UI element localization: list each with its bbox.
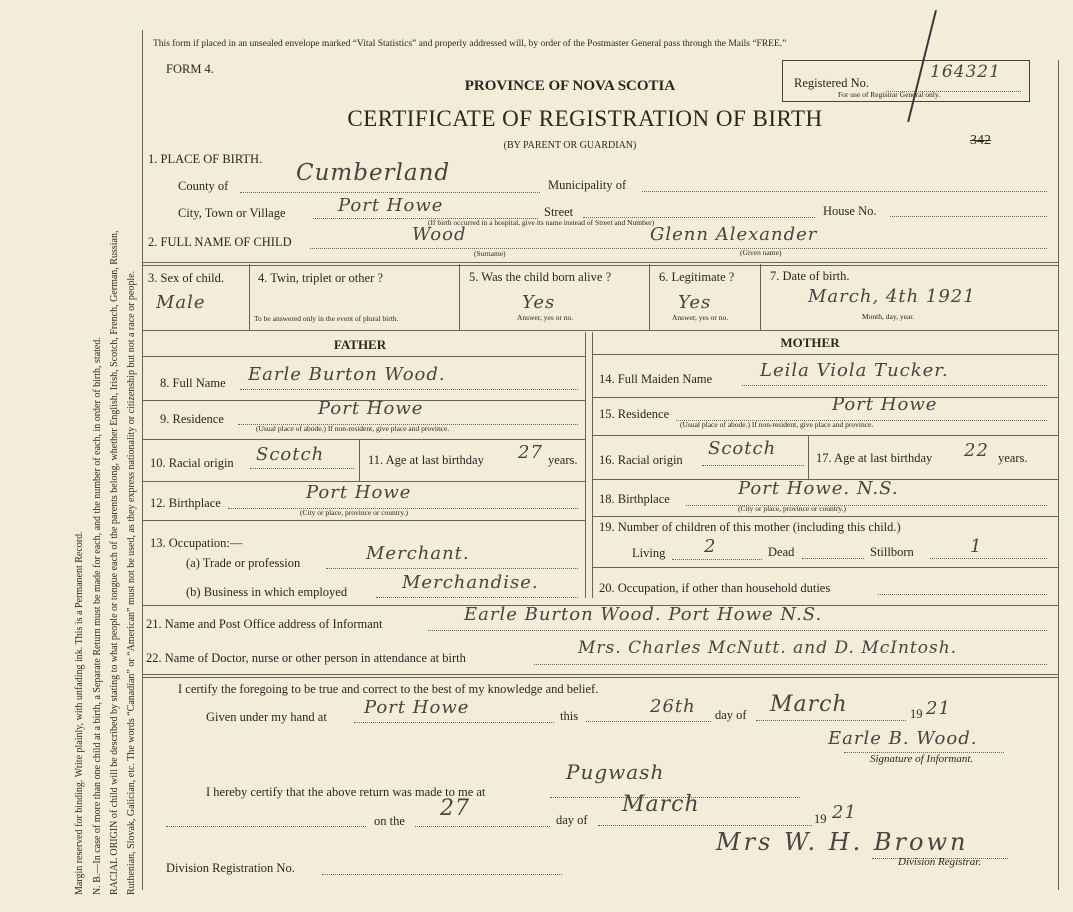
mother-birthplace-note: (City or place, province or country.) [738, 504, 847, 513]
mother-age: 22 [964, 440, 989, 461]
place-heading: 1. PLACE OF BIRTH. [148, 152, 263, 166]
alive-note: Answer, yes or no. [517, 313, 574, 322]
surname-note: (Surname) [474, 249, 506, 258]
living-label: Living [632, 546, 666, 560]
registered-strike: 342 [970, 133, 991, 148]
twin-note: To be answered only in the event of plural birth. [254, 314, 399, 323]
stillborn-value: 1 [970, 536, 983, 557]
registrar-signature-note: Division Registrar. [898, 856, 982, 868]
column-divider [585, 332, 586, 598]
doctor-value: Mrs. Charles McNutt. and D. McIntosh. [578, 638, 958, 658]
twin-label: 4. Twin, triplet or other ? [258, 271, 383, 285]
given-place: Port Howe [364, 697, 470, 718]
father-business-label: (b) Business in which employed [186, 585, 348, 599]
mother-name: Leila Viola Tucker. [760, 360, 949, 381]
certify-year: 21 [926, 698, 951, 719]
certify-this-label: this [560, 709, 579, 723]
registrar-place: Pugwash [566, 760, 665, 784]
mother-years: years. [998, 451, 1028, 465]
mother-race: Scotch [708, 438, 777, 459]
mother-heading: MOTHER [780, 335, 840, 350]
mother-name-label: 14. Full Maiden Name [599, 372, 713, 386]
right-border [1058, 60, 1059, 890]
given-name-note: (Given name) [740, 248, 782, 257]
alive-label: 5. Was the child born alive ? [469, 270, 612, 284]
left-border [142, 30, 143, 890]
father-birthplace-label: 12. Birthplace [150, 496, 221, 510]
municipality-label: Municipality of [548, 178, 627, 192]
registrar-text: I hereby certify that the above return was made to me at [206, 785, 486, 799]
province-heading: PROVINCE OF NOVA SCOTIA [464, 78, 676, 94]
father-occupation-label: 13. Occupation:— [150, 536, 243, 550]
informant-label: 21. Name and Post Office address of Informant [146, 617, 383, 631]
dead-label: Dead [768, 545, 795, 559]
county-label: County of [178, 179, 229, 193]
mother-birthplace: Port Howe. N.S. [738, 478, 899, 499]
street-note: (If birth occurred in a hospital, give its name instead of Street and Number) [428, 218, 655, 227]
registrar-dayof-label: day of [556, 813, 588, 827]
mother-birthplace-label: 18. Birthplace [599, 492, 670, 506]
date-label: 7. Date of birth. [770, 269, 850, 283]
registered-note: For use of Registrar General only. [838, 90, 940, 99]
date-value: March, 4th 1921 [808, 286, 976, 307]
street-label: Street [544, 205, 574, 219]
father-birthplace-note: (City or place, province or country.) [300, 508, 409, 517]
certify-month: March [770, 692, 848, 717]
certify-day: 26th [650, 696, 696, 717]
father-residence-label: 9. Residence [160, 412, 224, 426]
county-value: Cumberland [296, 160, 451, 186]
legitimate-label: 6. Legitimate ? [659, 270, 735, 284]
sex-value: Male [156, 292, 206, 313]
certify-year-prefix: 19 [910, 707, 923, 721]
date-note: Month, day, year. [862, 312, 915, 321]
alive-value: Yes [522, 292, 556, 313]
father-race-label: 10. Racial origin [150, 456, 234, 470]
mother-occupation-label: 20. Occupation, if other than household duties [599, 581, 831, 595]
row-box-bottom [142, 330, 1058, 331]
margin-nb-note: N. B.—In case of more than one child at a birth, a Separate Return must be made for each, and the number of each, in order of birth, stated. [92, 337, 103, 895]
father-years: years. [548, 453, 578, 467]
father-name-label: 8. Full Name [160, 376, 226, 390]
sex-label: 3. Sex of child. [148, 271, 225, 285]
certify-text: I certify the foregoing to be true and correct to the best of my knowledge and belief. [178, 682, 599, 696]
registrar-on-label: on the [374, 814, 405, 828]
father-trade-label: (a) Trade or profession [186, 556, 301, 570]
legitimate-note: Answer, yes or no. [672, 313, 729, 322]
informant-signature: Earle B. Wood. [828, 728, 978, 749]
father-age-label: 11. Age at last birthday [368, 453, 484, 467]
page-title: CERTIFICATE OF REGISTRATION OF BIRTH [347, 106, 823, 131]
mother-children-label: 19. Number of children of this mother (including this child.) [599, 520, 901, 534]
city-label: City, Town or Village [178, 206, 286, 220]
doctor-label: 22. Name of Doctor, nurse or other person in attendance at birth [146, 651, 466, 665]
division-registration-label: Division Registration No. [166, 861, 295, 875]
margin-racial-note-2: Ruthenian, Slovak, Galician, etc. The words “Canadian” or “American” must not be used, as they express nationality or citizenship but not a race or people. [126, 270, 137, 895]
registrar-year-prefix: 19 [814, 812, 827, 826]
margin-binding-note: Margin reserved for binding. Write plainly, with unfading ink. This is a Permanent Record. [74, 531, 85, 895]
form-number: FORM 4. [166, 62, 214, 76]
mother-age-label: 17. Age at last birthday [816, 451, 933, 465]
page-subtitle: (BY PARENT OR GUARDIAN) [503, 140, 637, 151]
child-name-label: 2. FULL NAME OF CHILD [148, 235, 292, 249]
mother-race-label: 16. Racial origin [599, 453, 683, 467]
child-given-name: Glenn Alexander [650, 224, 818, 245]
father-age: 27 [518, 442, 543, 463]
given-label: Given under my hand at [206, 710, 327, 724]
father-trade: Merchant. [366, 543, 470, 564]
father-business: Merchandise. [402, 572, 539, 593]
certify-dayof-label: day of [715, 708, 747, 722]
child-surname: Wood [412, 224, 467, 245]
registrar-day: 27 [440, 796, 470, 821]
legitimate-value: Yes [678, 292, 712, 313]
house-label: House No. [823, 204, 877, 218]
registrar-month: March [622, 792, 700, 817]
mother-residence: Port Howe [832, 394, 938, 415]
mother-residence-label: 15. Residence [599, 407, 670, 421]
registrar-signature: Mrs W. H. Brown [716, 828, 969, 856]
father-residence-note: (Usual place of abode.) If non-resident, give place and province. [256, 424, 450, 433]
father-residence: Port Howe [318, 398, 424, 419]
father-heading: FATHER [333, 337, 387, 352]
margin-racial-note-1: RACIAL ORIGIN of child will be described by stating to what people or tongue each of the parents belong, whether English, Irish, Scotch, French, German, Russian, [109, 230, 120, 895]
mother-residence-note: (Usual place of abode.) If non-resident, give place and province. [680, 420, 874, 429]
informant-value: Earle Burton Wood. Port Howe N.S. [464, 604, 823, 625]
father-race: Scotch [256, 444, 325, 465]
father-birthplace: Port Howe [306, 482, 412, 503]
registrar-year: 21 [832, 802, 857, 823]
registered-label: Registered No. [794, 76, 869, 90]
father-name: Earle Burton Wood. [248, 364, 446, 385]
city-value: Port Howe [338, 195, 444, 216]
mail-notice: This form if placed in an unsealed envelope marked “Vital Statistics” and properly addressed will, by order of the Postmaster General pass through the Mails “FREE.” [153, 39, 787, 49]
stillborn-label: Stillborn [870, 545, 914, 559]
registered-number: 164321 [930, 62, 1001, 82]
informant-signature-note: Signature of Informant. [870, 753, 974, 765]
living-value: 2 [704, 536, 717, 557]
row-box-top [142, 262, 1058, 266]
